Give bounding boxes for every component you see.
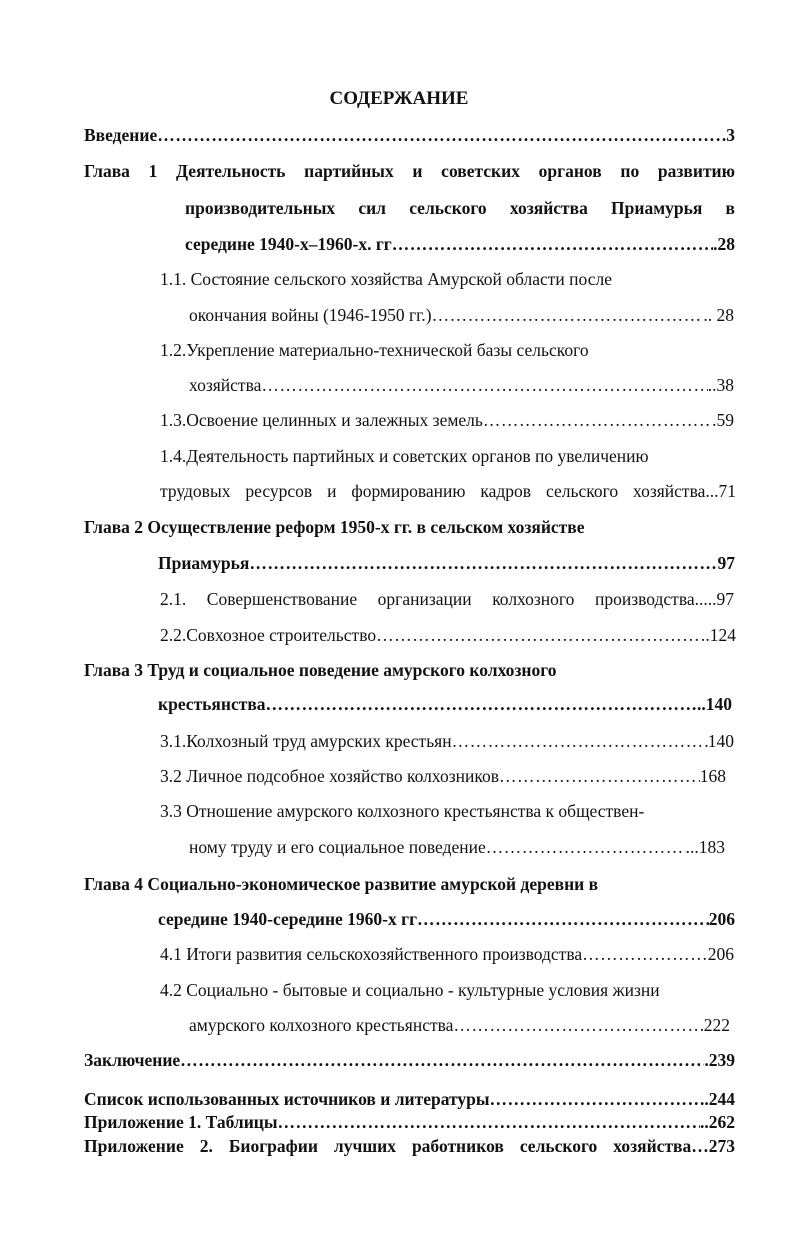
entry-label: Приложение 1. Таблицы bbox=[84, 1112, 278, 1132]
entry-label: Список использованных источников и литературы bbox=[84, 1089, 490, 1109]
toc-chapter-3-line2 bbox=[158, 693, 732, 715]
toc-section-1-1-line2 bbox=[189, 304, 734, 326]
toc-section-3-3-line2 bbox=[189, 836, 725, 858]
entry-label: середине 1940-х–1960-х. гг bbox=[185, 234, 392, 254]
leader-dots bbox=[490, 1088, 700, 1110]
leader-dots bbox=[582, 943, 708, 965]
entry-label: амурского колхозного крестьянства bbox=[189, 1015, 454, 1035]
entry-page: ..140 bbox=[697, 694, 732, 714]
leader-dots bbox=[261, 374, 707, 396]
entry-label: Заключение bbox=[84, 1050, 181, 1070]
entry-page: ..262 bbox=[700, 1112, 735, 1132]
toc-section-1-4-line1: 1.4.Деятельность партийных и советских органов по увеличению bbox=[160, 446, 649, 466]
leader-dots bbox=[278, 1111, 700, 1133]
toc-chapter-4-line1: Глава 4 Социально-экономическое развитие амурской деревни в bbox=[84, 874, 599, 894]
entry-label: середине 1940-середине 1960-х гг bbox=[158, 909, 418, 929]
entry-page: 168 bbox=[699, 766, 726, 786]
toc-section-3-2 bbox=[160, 765, 726, 787]
toc-section-4-2-line2 bbox=[189, 1014, 730, 1036]
toc-chapter-1-line1: Глава 1 Деятельность партийных и советских органов по развитию bbox=[84, 161, 735, 181]
leader-dots bbox=[483, 409, 712, 431]
entry-page: 97 bbox=[717, 553, 735, 573]
entry-label: ному труду и его социальное поведение bbox=[189, 837, 486, 857]
toc-chapter-3-line1: Глава 3 Труд и социальное поведение амурского колхозного bbox=[84, 660, 557, 680]
toc-entry-sources bbox=[84, 1088, 735, 1110]
entry-label: окончания войны (1946-1950 гг.) bbox=[189, 305, 432, 325]
entry-page: .239 bbox=[704, 1050, 735, 1070]
entry-label: 4.1 Итоги развития сельскохозяйственного производства bbox=[160, 944, 583, 964]
entry-page: .124 bbox=[705, 625, 736, 645]
leader-dots bbox=[266, 693, 697, 715]
leader-dots bbox=[392, 233, 713, 255]
toc-entry-appendix-2: Приложение 2. Биографии лучших работников сельского хозяйства…273 bbox=[84, 1136, 735, 1156]
leader-dots bbox=[180, 1049, 704, 1071]
entry-page: .3 bbox=[721, 125, 735, 145]
toc-section-4-2-line1: 4.2 Социально - бытовые и социально - культурные условия жизни bbox=[160, 980, 660, 1000]
leader-dots bbox=[376, 624, 705, 646]
toc-chapter-4-line2 bbox=[158, 908, 735, 930]
page-title: СОДЕРЖАНИЕ bbox=[329, 88, 469, 109]
toc-section-1-2-line2 bbox=[189, 374, 734, 396]
toc-chapter-1-line3 bbox=[185, 233, 735, 255]
entry-label: 3.1.Колхозный труд амурских крестьян bbox=[160, 731, 452, 751]
toc-section-2-2 bbox=[160, 624, 736, 646]
entry-label: Приамурья bbox=[158, 553, 250, 573]
entry-page: 206 bbox=[707, 944, 734, 964]
entry-page: .28 bbox=[713, 234, 735, 254]
leader-dots bbox=[432, 304, 704, 326]
toc-section-4-1 bbox=[160, 943, 734, 965]
toc-entry-appendix-1 bbox=[84, 1111, 735, 1133]
entry-label: 1.3.Освоение целинных и залежных земель bbox=[160, 410, 483, 430]
leader-dots bbox=[486, 836, 686, 858]
entry-page: 206 bbox=[708, 909, 735, 929]
toc-section-1-3 bbox=[160, 409, 734, 431]
leader-dots bbox=[417, 908, 709, 930]
toc-entry-intro bbox=[84, 124, 735, 146]
leader-dots bbox=[157, 124, 722, 146]
entry-page: 140 bbox=[707, 731, 734, 751]
entry-page: .. 28 bbox=[703, 305, 734, 325]
entry-label: 3.2 Личное подсобное хозяйство колхозников bbox=[160, 766, 499, 786]
entry-page: ..244 bbox=[700, 1089, 735, 1109]
entry-page: ..38 bbox=[707, 375, 734, 395]
entry-label: хозяйства bbox=[189, 375, 262, 395]
toc-section-3-1 bbox=[160, 730, 734, 752]
toc-chapter-2-line2 bbox=[158, 552, 735, 574]
entry-page: 222 bbox=[703, 1015, 730, 1035]
toc-section-1-4-line2: трудовых ресурсов и формированию кадров сельского хозяйства...71 bbox=[160, 481, 736, 501]
toc-chapter-1-line2: производительных сил сельского хозяйства Приамурья в bbox=[185, 198, 735, 218]
entry-label: Введение bbox=[84, 125, 158, 145]
toc-section-1-1-line1: 1.1. Состояние сельского хозяйства Амурской области после bbox=[160, 269, 612, 289]
toc-entry-conclusion bbox=[84, 1049, 735, 1071]
leader-dots bbox=[499, 765, 700, 787]
toc-section-1-2-line1: 1.2.Укрепление материально-технической базы сельского bbox=[160, 340, 589, 360]
entry-page: .59 bbox=[712, 410, 734, 430]
leader-dots bbox=[452, 730, 708, 752]
entry-page: ...183 bbox=[685, 837, 725, 857]
leader-dots bbox=[249, 552, 717, 574]
toc-section-3-3-line1: 3.3 Отношение амурского колхозного крестьянства к обществен- bbox=[160, 801, 645, 821]
leader-dots bbox=[453, 1014, 703, 1036]
toc-section-2-1: 2.1. Совершенствование организации колхозного производства.....97 bbox=[160, 589, 734, 609]
entry-label: 2.2.Совхозное строительство bbox=[160, 625, 377, 645]
toc-chapter-2-line1: Глава 2 Осуществление реформ 1950-х гг. в сельском хозяйстве bbox=[84, 517, 585, 537]
entry-label: крестьянства bbox=[158, 694, 266, 714]
